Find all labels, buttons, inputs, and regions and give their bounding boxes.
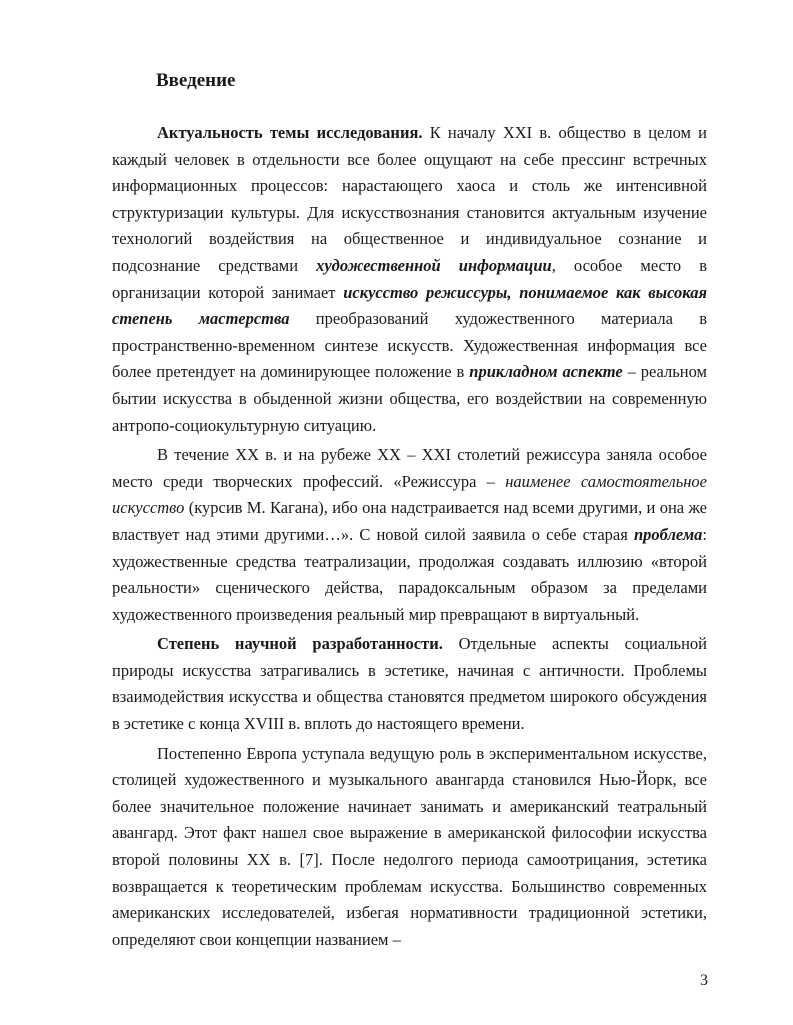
paragraph-directing <box>112 442 707 628</box>
emphasis-least-independent-art: наименее самостоятельное искусство <box>112 471 708 518</box>
paragraph-relevance <box>112 120 707 439</box>
body-text <box>112 120 707 953</box>
text-run: преобразований художественного материала в пространственно-временном синтезе искусств. Художественная информация все более претендует на доминирующее положение в <box>112 309 707 382</box>
text-run: К началу XXI в. общество в целом и каждый человек в отдельности все более ощущают на себе прессинг встречных информационных процессов: нарастающего хаоса и столь же интенсивной структуризации культуры. Для искусствознания становится актуальным изучение технологий воздействия на общественное и индивидуальное сознание и подсознание средствами <box>112 123 707 275</box>
text-run: (курсив М. Кагана), ибо она надстраивается над всеми другими, и она же властвует над этими другими…». С новой силой заявила о себе старая <box>112 498 707 544</box>
emphasis-artistic-information: художественной информации <box>316 255 552 275</box>
text-run: : художественные средства театрализации, продолжая создавать иллюзию «второй реальности» сценического действа, парадоксальным образом за пределами художественного произведения реальный мир превращают в виртуальный. <box>112 524 707 624</box>
text-run: , особое место в организации которой занимает <box>112 255 707 302</box>
relevance-lead: Актуальность темы исследования. <box>157 123 423 142</box>
page-number: 3 <box>700 972 708 989</box>
emphasis-applied-aspect: прикладном аспекте <box>469 362 623 382</box>
paragraph-research-degree <box>112 631 707 737</box>
emphasis-directing-art: искусство режиссуры, понимаемое как высокая степень мастерства <box>112 282 707 329</box>
section-heading: Введение <box>156 70 236 91</box>
emphasis-problem: проблема <box>633 524 703 544</box>
research-degree-lead: Степень научной разработанности. <box>157 634 443 654</box>
text-run: Отдельные аспекты социальной природы искусства затрагивались в эстетике, начиная с античности. Проблемы взаимодействия искусства и общества становятся предметом широкого обсуждения в эстетике с конца XVIII в. вплоть до настоящего времени. <box>112 634 707 734</box>
paragraph-europe-america: Постепенно Европа уступала ведущую роль в экспериментальном искусстве, столицей художественного и музыкального авангарда становился Нью-Йорк, все более значительное положение начинает занимать и американский театральный авангард. Этот факт нашел свое выражение в американской философии искусства второй половины XX в. [7]. После недолгого периода самоотрицания, эстетика возвращается к теоретическим проблемам искусства. Большинство современных американских исследователей, избегая нормативности традиционной эстетики, определяют свои концепции названием – <box>112 743 707 949</box>
text-run: – реальном бытии искусства в обыденной жизни общества, его воздействии на современную антропо-социокультурную ситуацию. <box>112 362 707 435</box>
text-run: В течение XX в. и на рубеже XX – XXI столетий режиссура заняла особое место среди творческих профессий. «Режиссура – <box>112 445 707 491</box>
